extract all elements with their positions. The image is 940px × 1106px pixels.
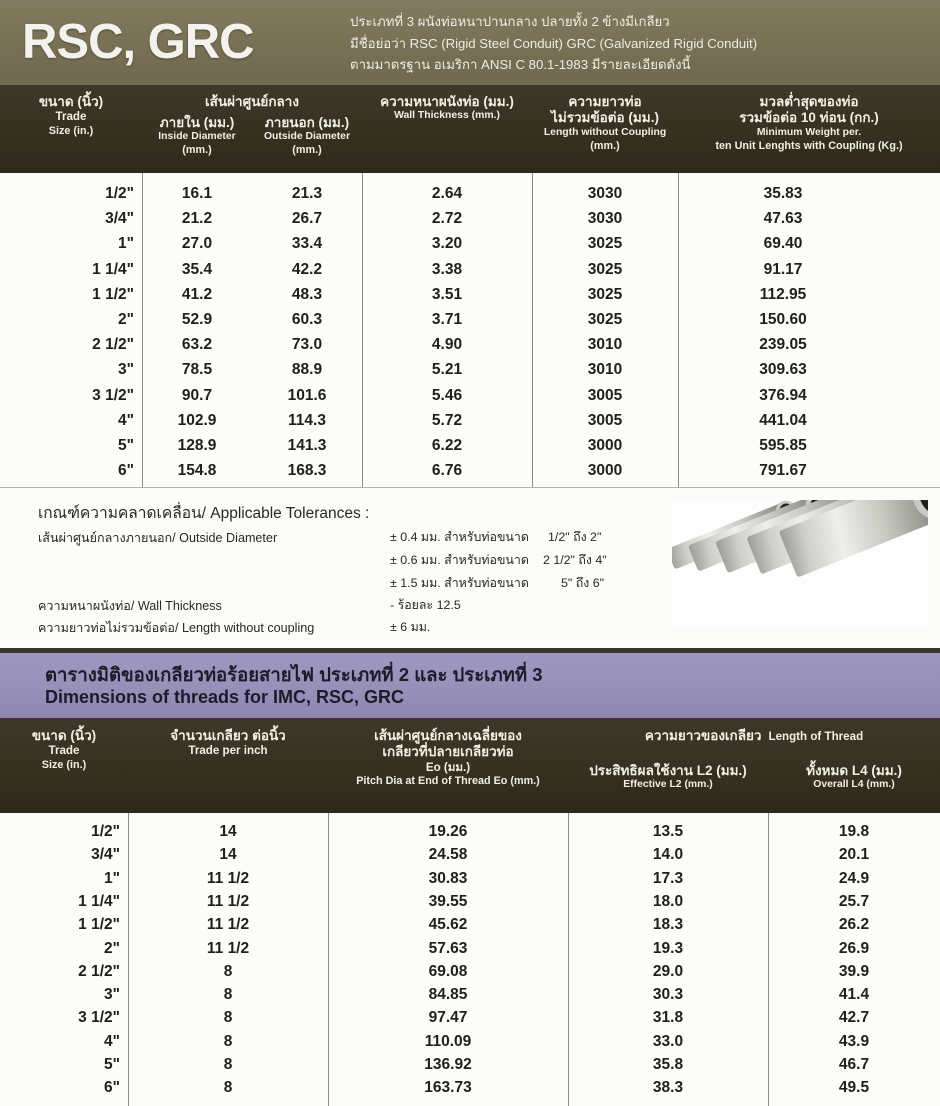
cell-size: 1" — [104, 869, 120, 887]
cell-l2: 35.8 — [652, 1056, 684, 1073]
cell-size: 3/4" — [105, 210, 134, 228]
cell-inside: 41.2 — [181, 285, 213, 303]
cell-eo: 19.26 — [428, 823, 468, 840]
cell-outside: 168.3 — [287, 462, 327, 480]
cell-tpi: 8 — [223, 1056, 233, 1073]
cell-size: 1" — [118, 235, 134, 253]
cell-l2: 18.3 — [652, 916, 684, 934]
cell-outside: 21.3 — [291, 185, 323, 202]
cell-length: 3025 — [587, 260, 623, 278]
cell-weight: 150.60 — [759, 311, 807, 328]
tolerances-title: เกณฑ์ความคลาดเคลื่อน/ Applicable Tolerances : — [38, 505, 370, 522]
cell-wall: 6.76 — [431, 462, 463, 480]
tolerance-range-1: 2 1/2" ถึง 4" — [543, 553, 607, 567]
table1-col-size: ขนาด (นิ้ว) Trade Size (in.) — [38, 94, 104, 137]
cell-l4: 26.9 — [838, 939, 870, 957]
cell-inside: 27.0 — [181, 235, 213, 253]
cell-l4: 41.4 — [838, 986, 870, 1004]
table2-col-effective-l2: ประสิทธิผลใช้งาน L2 (มม.) Effective L2 (mm.) — [589, 763, 747, 791]
cell-size: 5" — [104, 1056, 120, 1073]
tolerance-label-wall-thickness: ความหนาผนังท่อ/ Wall Thickness — [38, 599, 222, 613]
cell-length: 3000 — [587, 437, 623, 454]
description-line-3: ตามมาตรฐาน อเมริกา ANSI C 80.1-1983 มีรายละเอียดดังนี้ — [350, 57, 691, 73]
section2-title-en: Dimensions of threads for IMC, RSC, GRC — [45, 687, 405, 707]
cell-inside: 90.7 — [181, 386, 213, 404]
tolerance-value-3: - ร้อยละ 12.5 — [390, 598, 461, 612]
cell-eo: 163.73 — [424, 1079, 472, 1097]
header-banner — [0, 0, 940, 85]
table1-col-wall-thickness: ความหนาผนังท่อ (มม.) Wall Thickness (mm.) — [380, 94, 514, 122]
conduit-pipes-photo — [672, 500, 928, 628]
cell-size: 4" — [118, 411, 134, 429]
cell-outside: 33.4 — [291, 235, 323, 253]
table2-col-pitch-diameter: เส้นผ่าศูนย์กลางเฉลี่ยของ เกลียวที่ปลายเกลียวท่อ Eo (มม.) Pitch Dia at End of Thread Eo (mm.) — [356, 728, 540, 788]
cell-outside: 141.3 — [287, 437, 327, 454]
table1-body — [0, 173, 940, 487]
cell-wall: 2.72 — [431, 210, 463, 228]
cell-eo: 45.62 — [428, 916, 468, 934]
cell-weight: 441.04 — [759, 411, 807, 429]
cell-eo: 39.55 — [428, 892, 468, 910]
description-line-2: มีชื่อย่อว่า RSC (Rigid Steel Conduit) GRC (Galvanized Rigid Conduit) — [350, 35, 758, 51]
cell-eo: 57.63 — [428, 939, 468, 957]
cell-l2: 31.8 — [652, 1009, 684, 1027]
cell-l4: 42.7 — [838, 1009, 870, 1027]
cell-outside: 42.2 — [291, 260, 323, 278]
cell-eo: 30.83 — [428, 869, 468, 887]
cell-l2: 19.3 — [652, 939, 684, 957]
cell-size: 2" — [104, 939, 120, 957]
cell-wall: 6.22 — [431, 437, 463, 454]
cell-size: 4" — [104, 1032, 120, 1050]
cell-weight: 309.63 — [759, 361, 807, 379]
cell-l2: 30.3 — [652, 986, 684, 1004]
cell-size: 1 1/4" — [78, 892, 120, 910]
cell-tpi: 11 1/2 — [206, 916, 250, 934]
cell-size: 1/2" — [91, 823, 120, 840]
cell-l2: 13.5 — [652, 823, 684, 840]
cell-wall: 3.71 — [431, 311, 463, 328]
cell-size: 6" — [118, 462, 134, 480]
cell-outside: 48.3 — [291, 285, 323, 303]
tolerance-value-4: ± 6 มม. — [390, 620, 431, 634]
cell-size: 3" — [118, 361, 134, 379]
cell-inside: 63.2 — [181, 336, 213, 354]
table2-header — [0, 718, 940, 813]
cell-length: 3025 — [587, 285, 623, 303]
cell-outside: 114.3 — [288, 411, 326, 429]
cell-length: 3000 — [587, 462, 623, 480]
cell-inside: 154.8 — [177, 462, 217, 480]
table1-col-diameter-group: เส้นผ่าศูนย์กลาง — [205, 94, 299, 109]
cell-l4: 49.5 — [838, 1079, 870, 1097]
cell-l4: 26.2 — [838, 916, 870, 934]
cell-l2: 14.0 — [652, 846, 684, 864]
cell-size: 3/4" — [91, 846, 120, 864]
cell-size: 3" — [104, 986, 120, 1004]
cell-l2: 29.0 — [652, 962, 684, 980]
cell-weight: 112.95 — [759, 285, 807, 303]
cell-tpi: 11 1/2 — [206, 939, 250, 957]
cell-wall: 5.21 — [431, 361, 463, 379]
cell-length: 3025 — [587, 235, 623, 253]
table1-bottom-rule — [0, 487, 940, 488]
cell-outside: 60.3 — [291, 311, 323, 328]
cell-eo: 84.85 — [428, 986, 468, 1004]
cell-tpi: 8 — [223, 986, 233, 1004]
cell-tpi: 8 — [223, 1032, 233, 1050]
cell-tpi: 14 — [219, 823, 237, 840]
cell-size: 1 1/4" — [92, 260, 134, 278]
cell-size: 1/2" — [105, 185, 134, 202]
cell-l2: 18.0 — [652, 892, 684, 910]
cell-l4: 24.9 — [838, 869, 870, 887]
cell-length: 3005 — [587, 386, 623, 404]
tolerance-label-outside-diameter: เส้นผ่าศูนย์กลางภายนอก/ Outside Diameter — [38, 531, 278, 545]
cell-inside: 21.2 — [181, 210, 213, 228]
cell-l4: 25.7 — [838, 892, 870, 910]
cell-size: 1 1/2" — [92, 285, 134, 303]
section2-title-th: ตารางมิติของเกลียวท่อร้อยสายไฟ ประเภทที่ 2 และ ประเภทที่ 3 — [45, 664, 543, 685]
cell-length: 3010 — [587, 361, 623, 379]
table2-col-size: ขนาด (นิ้ว) Trade Size (in.) — [31, 728, 97, 771]
table1-col-outside-diameter: ภายนอก (มม.) Outside Diameter (mm.) — [263, 115, 351, 157]
cell-outside: 101.6 — [287, 386, 327, 404]
cell-l2: 33.0 — [652, 1032, 684, 1050]
table1-col-inside-diameter: ภายใน (มม.) Inside Diameter (mm.) — [158, 115, 236, 157]
cell-tpi: 8 — [223, 1009, 233, 1027]
cell-l4: 43.9 — [838, 1032, 870, 1050]
cell-weight: 35.83 — [763, 185, 803, 202]
cell-length: 3030 — [587, 210, 623, 228]
cell-size: 5" — [118, 437, 134, 454]
tolerance-label-length: ความยาวท่อไม่รวมข้อต่อ/ Length without coupling — [38, 621, 315, 635]
cell-inside: 78.5 — [181, 361, 213, 379]
cell-weight: 376.94 — [759, 386, 807, 404]
cell-inside: 16.1 — [181, 185, 213, 202]
cell-eo: 136.92 — [424, 1056, 472, 1073]
cell-length: 3010 — [587, 336, 623, 354]
tolerance-range-2: 5" ถึง 6" — [561, 576, 605, 590]
cell-size: 6" — [104, 1079, 120, 1097]
cell-l4: 46.7 — [838, 1056, 870, 1073]
cell-weight: 791.67 — [759, 462, 807, 480]
cell-size: 3 1/2" — [78, 1009, 120, 1027]
cell-tpi: 11 1/2 — [206, 892, 250, 910]
cell-tpi: 14 — [219, 846, 237, 864]
cell-outside: 26.7 — [291, 210, 323, 228]
tolerance-value-1: ± 0.6 มม. สำหรับท่อขนาด — [390, 553, 529, 567]
cell-l4: 20.1 — [838, 846, 870, 864]
cell-wall: 5.72 — [431, 411, 463, 429]
cell-eo: 24.58 — [428, 846, 468, 864]
table1-col-length: ความยาวท่อ ไม่รวมข้อต่อ (มม.) Length without Coupling (mm.) — [543, 94, 667, 152]
description-line-1: ประเภทที่ 3 ผนังท่อหนาปานกลาง ปลายทั้ง 2 ข้างมีเกลียว — [350, 14, 670, 30]
table2-col-overall-l4: ทั้งหมด L4 (มม.) Overall L4 (mm.) — [806, 763, 902, 791]
table2-col-threads-per-inch: จำนวนเกลียว ต่อนิ้ว Trade per inch — [170, 728, 286, 758]
cell-weight: 595.85 — [759, 437, 807, 454]
cell-eo: 110.09 — [424, 1032, 472, 1050]
product-description — [350, 9, 757, 75]
table2-col-thread-length-group: ความยาวของเกลียว Length of Thread — [644, 728, 864, 743]
cell-inside: 128.9 — [177, 437, 217, 454]
cell-wall: 3.38 — [431, 260, 463, 278]
cell-length: 3030 — [587, 185, 623, 202]
cell-outside: 73.0 — [291, 336, 323, 354]
table2-body — [0, 813, 940, 1106]
cell-inside: 102.9 — [177, 411, 217, 429]
cell-wall: 3.20 — [431, 235, 463, 253]
section2-banner — [0, 648, 940, 718]
cell-weight: 47.63 — [763, 210, 803, 228]
cell-wall: 4.90 — [431, 336, 463, 354]
cell-size: 2 1/2" — [92, 336, 134, 354]
cell-wall: 2.64 — [431, 185, 463, 202]
cell-outside: 88.9 — [291, 361, 323, 379]
cell-tpi: 8 — [223, 962, 233, 980]
cell-inside: 52.9 — [181, 311, 213, 328]
cell-l4: 19.8 — [838, 823, 870, 840]
tolerance-value-2: ± 1.5 มม. สำหรับท่อขนาด — [390, 576, 529, 590]
cell-length: 3025 — [587, 311, 623, 328]
cell-weight: 239.05 — [759, 336, 807, 354]
cell-weight: 91.17 — [763, 260, 803, 278]
cell-eo: 97.47 — [428, 1009, 468, 1027]
cell-size: 2" — [118, 311, 134, 328]
cell-tpi: 11 1/2 — [206, 869, 250, 887]
table1-col-weight: มวลต่ำสุดของท่อ รวมข้อต่อ 10 ท่อน (กก.) Minimum Weight per. ten Unit Lenghts with Coupling (Kg.) — [715, 94, 903, 152]
cell-tpi: 8 — [223, 1079, 233, 1097]
cell-wall: 5.46 — [431, 386, 463, 404]
cell-length: 3005 — [587, 411, 623, 429]
cell-inside: 35.4 — [181, 260, 213, 278]
cell-size: 1 1/2" — [78, 916, 120, 934]
table1-header — [0, 85, 940, 173]
cell-l2: 38.3 — [652, 1079, 684, 1097]
cell-l2: 17.3 — [652, 869, 684, 887]
cell-weight: 69.40 — [763, 235, 803, 253]
product-title: RSC, GRC — [22, 15, 254, 69]
cell-l4: 39.9 — [838, 962, 870, 980]
tolerance-range-0: 1/2" ถึง 2" — [548, 530, 602, 544]
cell-size: 2 1/2" — [78, 962, 120, 980]
cell-wall: 3.51 — [431, 285, 463, 303]
tolerance-value-0: ± 0.4 มม. สำหรับท่อขนาด — [390, 530, 529, 544]
cell-size: 3 1/2" — [92, 386, 134, 404]
cell-eo: 69.08 — [428, 962, 468, 980]
